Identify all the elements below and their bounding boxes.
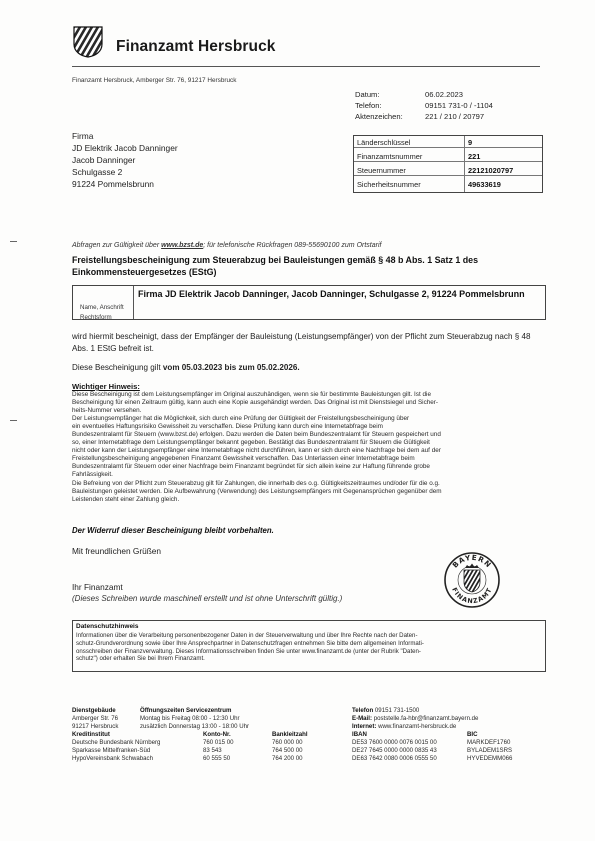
note-line: Leistenden steht einer Zahlung gleich. <box>72 495 180 503</box>
bank-blz: 760 000 00 <box>272 739 303 746</box>
note-line: Bundeszentralamt für Steuern oder einer Nachfrage beim Finanzamt begründet für sich allein keine zur Haftung führende grobe <box>72 463 430 471</box>
bank-header-iban: IBAN <box>352 731 367 738</box>
bank-name: Deutsche Bundesbank Nürnberg <box>72 739 161 746</box>
tax-id-row <box>354 178 542 189</box>
bank-header-account: Konto-Nr. <box>203 731 231 738</box>
address-line: Jacob Danninger <box>72 155 136 165</box>
tax-id-value: 49633619 <box>468 179 501 189</box>
footer-hours-line: zusätzlich Donnerstag 13:00 - 18:00 Uhr <box>140 723 250 730</box>
footer-email-link[interactable]: poststelle.fa-hbr@finanzamt.bayern.de <box>373 715 479 722</box>
bzst-link[interactable]: www.bzst.de <box>161 242 204 249</box>
tax-id-label: Länderschlüssel <box>357 137 411 147</box>
bank-iban: DE63 7642 0080 0006 0555 50 <box>352 755 437 762</box>
footer-hours-line: Montag bis Freitag 08:00 - 12:30 Uhr <box>140 715 240 722</box>
meta-phone-label: Telefon: <box>355 101 382 110</box>
validity-dates: vom 05.03.2023 bis zum 05.02.2026. <box>162 363 300 372</box>
validity-prefix: Diese Bescheinigung gilt <box>72 363 163 372</box>
note-line: Bescheinigung für einen Zeitraum gültig, kann auch eine Kopie ausgehändigt werden. Das Original ist mit Dienstsiegel und Sicher- <box>72 399 439 407</box>
revocation-note: Der Widerruf dieser Bescheinigung bleibt vorbehalten. <box>72 526 274 535</box>
footer-building-line: Amberger Str. 76 <box>72 715 119 722</box>
fold-mark <box>10 420 17 421</box>
closing-signature: Ihr Finanzamt <box>72 582 123 592</box>
tax-id-label: Steuernummer <box>357 165 406 175</box>
privacy-line: Informationen über die Verarbeitung personenbezogener Daten in der Steuerverwaltung und über Ihre Rechte nach der Daten- <box>76 632 418 639</box>
bank-bic: BYLADEM1SRS <box>467 747 513 754</box>
privacy-notice-box <box>72 620 546 672</box>
bank-account: 60 555 50 <box>203 755 231 762</box>
verification-note <box>72 242 381 249</box>
certificate-title: Freistellungsbescheinigung zum Steuerabzug bei Bauleistungen gemäß § 48 b Abs. 1 Satz 1 des Einkommensteuergesetzes (EStG) <box>72 255 479 277</box>
footer-hours-title: Öffnungszeiten Servicezentrum <box>140 707 232 714</box>
validity-period <box>72 363 300 372</box>
tax-id-row <box>354 164 542 176</box>
seal-bottom-text: FINANZAMT <box>450 586 494 606</box>
note-line: Die Befreiung von der Pflicht zum Steuerabzug gilt für Zahlungen, die innerhalb des o.g. Gültigkeitszeitraumes und/oder für die o.g. <box>72 479 440 487</box>
office-name: Finanzamt Hersbruck <box>116 38 276 55</box>
bank-header-blz: Bankleitzahl <box>272 731 308 738</box>
footer-email <box>352 715 478 723</box>
footer-building-line: 91217 Hersbruck <box>72 723 119 730</box>
bank-blz: 764 200 00 <box>272 755 303 762</box>
bank-bic: MARKDEF1760 <box>467 739 511 746</box>
note-line: Fahrlässigkeit. <box>72 471 113 479</box>
address-line: Schulgasse 2 <box>72 167 123 177</box>
footer-internet <box>352 723 456 731</box>
note-line: nicht oder kann der Leistungsempfänger eine Internetabfrage nicht durchführen, kann er sich durch eine Nachfrage bei dem auf der <box>72 447 441 455</box>
tax-id-row <box>354 150 542 162</box>
footer-phone-label: Telefon <box>352 707 374 714</box>
footer-email-label: E-Mail: <box>352 715 372 722</box>
note-line: so, einer Internetabfrage dem Leistungsempfänger bekannt gegeben. Bestätigt das Bundeszentralamt für Steuern die Gültigkeit <box>72 439 430 447</box>
privacy-notice-text <box>76 632 540 663</box>
bavarian-lozenge-crest-icon <box>73 26 103 58</box>
privacy-line: onsschreiben der Finanzverwaltung. Dieses Informationsschreiben finden Sie unter www.finanzamt.de (unter der Rubrik "Daten- <box>76 647 421 655</box>
recipient-legal-form-label: Rechtsform <box>80 314 112 321</box>
bank-name: HypoVereinsbank Schwabach <box>72 755 153 762</box>
tax-id-value: 22121020797 <box>468 165 514 175</box>
tax-id-row <box>354 136 542 148</box>
note-line: ein eventuelles Haftungsrisiko Gewissheit zu verschaffen. Diese Prüfung kann durch eine Internetabfrage beim <box>72 423 383 431</box>
meta-date-label: Datum: <box>355 90 380 99</box>
tax-id-label: Finanzamtsnummer <box>357 151 423 161</box>
tax-id-value: 221 <box>468 151 481 161</box>
important-note-text <box>72 391 544 504</box>
recipient-value: Firma JD Elektrik Jacob Danninger, Jacob Danninger, Schulgasse 2, 91224 Pommelsbrunn <box>138 289 525 299</box>
footer-website-link[interactable]: www.finanzamt-hersbruck.de <box>378 723 457 730</box>
bank-bic: HYVEDEMM066 <box>467 755 513 762</box>
footer-phone-value: 09151 731-1500 <box>374 707 420 714</box>
meta-reference-label: Aktenzeichen: <box>355 112 403 121</box>
important-note-title: Wichtiger Hinweis: <box>72 382 140 391</box>
address-line: Firma <box>72 131 94 141</box>
verification-prefix: Abfragen zur Gültigkeit über <box>72 242 162 249</box>
tax-id-label: Sicherheitsnummer <box>357 179 421 189</box>
note-line: Freistellungsbescheinigung angegebenen Finanzamt Gewissheit verschaffen. Das Unterlassen einer Internetabfrage beim <box>72 455 415 463</box>
seal-top-text: BAYERN <box>450 552 494 570</box>
footer-phone <box>352 707 419 715</box>
sender-address-line: Finanzamt Hersbruck, Amberger Str. 76, 91217 Hersbruck <box>72 77 237 84</box>
official-seal-icon <box>443 551 501 609</box>
note-line: Bauleistungen geleistet werden. Die Aufbewahrung (Verwendung) des Leistungsempfängers mit Gegenansprüchen gegenüber dem <box>72 487 442 495</box>
note-line: Der Leistungsempfänger hat die Möglichkeit, sich durch eine Prüfung der Gültigkeit der Freistellungsbescheinigung über <box>72 415 410 423</box>
privacy-line: schutz") oder erhalten Sie bei Ihrem Finanzamt. <box>76 655 205 663</box>
automated-letter-note: (Dieses Schreiben wurde maschinell erstellt und ist ohne Unterschrift gültig.) <box>72 594 343 603</box>
meta-date-value: 06.02.2023 <box>425 90 464 99</box>
bank-iban: DE53 7600 0000 0076 0015 00 <box>352 739 437 746</box>
header-divider <box>72 66 540 67</box>
verification-suffix: ; für telefonische Rückfragen 089-55690100 zum Ortstarif <box>203 242 382 249</box>
bank-blz: 764 500 00 <box>272 747 303 754</box>
recipient-name-label: Name, Anschrift <box>80 304 124 311</box>
tax-id-box <box>353 135 543 193</box>
recipient-box <box>72 285 546 320</box>
note-line: Bundeszentralamt für Steuern (www.bzst.de) erfolgen. Dazu werden die Daten beim Bundeszentralamt für Steuern gespeichert und <box>72 431 441 439</box>
bank-header-institute: Kreditinstitut <box>72 731 110 738</box>
privacy-line: schutz-Grundverordnung sowie über Ihre Ansprechpartner in Datenschutzfragen entnehmen Sie bitte dem allgemeinen Informati- <box>76 639 424 647</box>
bank-account: 760 015 00 <box>203 739 234 746</box>
greeting: Mit freundlichen Grüßen <box>72 546 162 556</box>
bank-iban: DE27 7645 0000 0000 0835 43 <box>352 747 437 754</box>
recipient-box-divider <box>133 286 134 319</box>
meta-phone-value: 09151 731-0 / -1104 <box>425 101 493 110</box>
privacy-notice-title: Datenschutzhinweis <box>76 623 139 630</box>
address-line: 91224 Pommelsbrunn <box>72 179 154 189</box>
footer-building-title: Dienstgebäude <box>72 707 116 714</box>
address-line: JD Elektrik Jacob Danninger <box>72 143 178 153</box>
note-line: heits-Nummer versehen. <box>72 407 142 415</box>
meta-reference-value: 221 / 210 / 20797 <box>425 112 485 121</box>
tax-id-value: 9 <box>468 137 473 147</box>
bank-header-bic: BIC <box>467 731 478 738</box>
fold-mark <box>10 241 17 242</box>
exemption-statement: wird hiermit bescheinigt, dass der Empfänger der Bauleistung (Leistungsempfänger) von der Pflicht zum Steuerabzug nach § 48 Abs. 1 EStG befreit ist. <box>72 332 531 353</box>
bank-account: 83 543 <box>203 747 222 754</box>
bank-name: Sparkasse Mittelfranken-Süd <box>72 747 151 754</box>
footer-internet-label: Internet: <box>352 723 377 730</box>
note-line: Diese Bescheinigung ist dem Leistungsempfänger im Original auszuhändigen, wenn sie für bestimmte Bauleistungen gilt. Ist die <box>72 391 431 398</box>
